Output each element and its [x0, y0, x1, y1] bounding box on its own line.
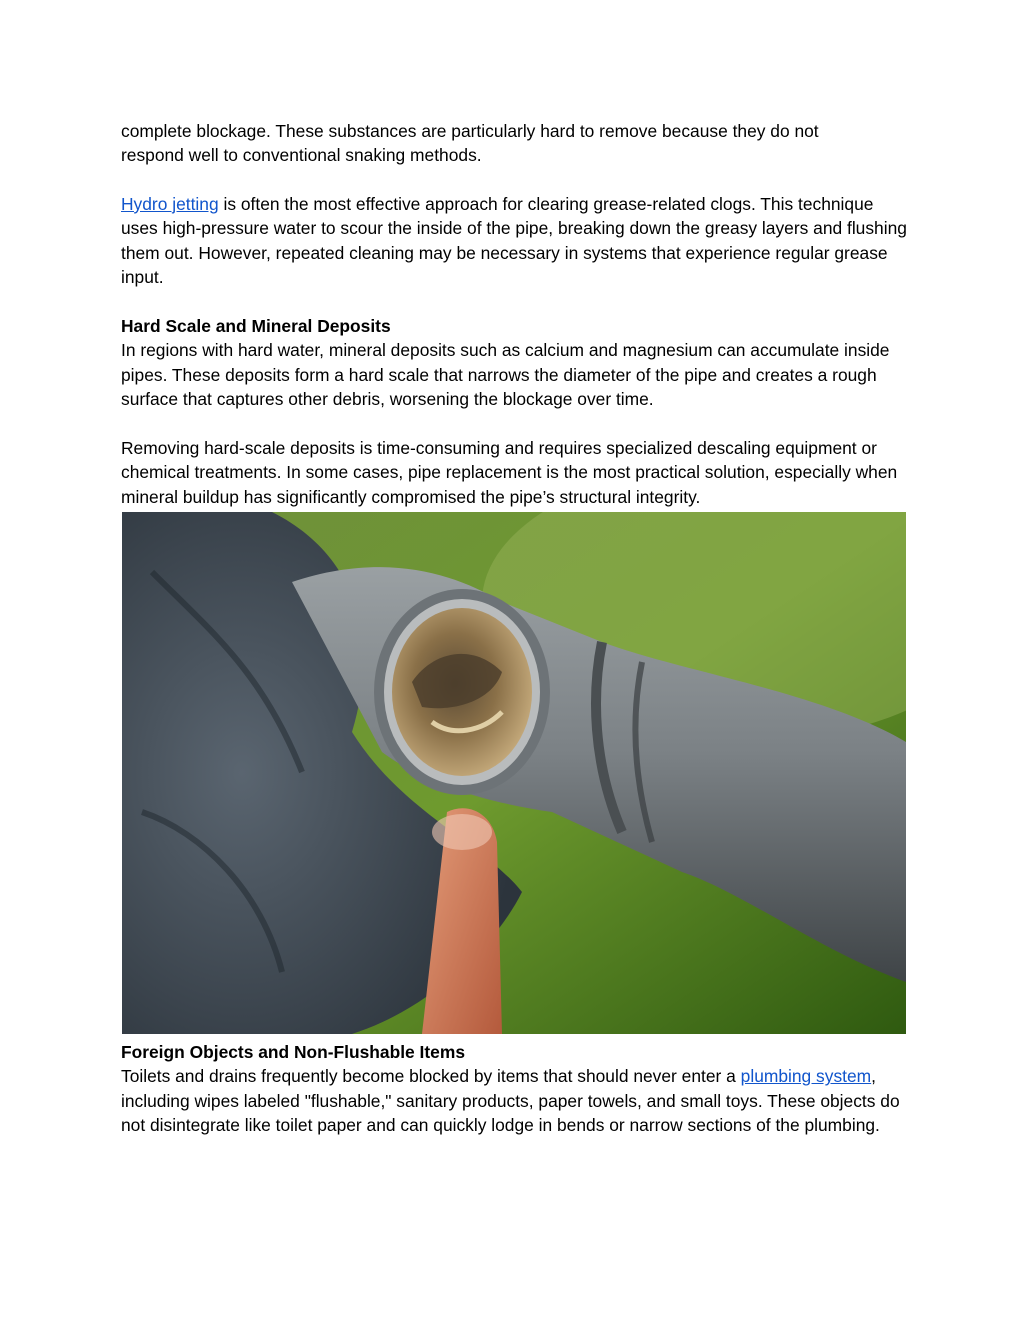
paragraph-grease-end	[121, 119, 911, 168]
paragraph-line: complete blockage. These substances are particularly hard to remove because they do not	[121, 121, 819, 141]
section-foreign-objects	[121, 1040, 911, 1138]
paragraph-text: In regions with hard water, mineral deposits such as calcium and magnesium can accumulate inside pipes. These deposits form a hard scale that narrows the diameter of the pipe and creates a rough surface that captures other debris, worsening the blockage over time.	[121, 340, 890, 410]
paragraph-text: Toilets and drains frequently become blocked by items that should never enter a	[121, 1066, 741, 1087]
section-heading: Foreign Objects and Non-Flushable Items	[121, 1042, 465, 1062]
paragraph-descaling	[121, 436, 911, 509]
paragraph-text: is often the most effective approach for clearing grease-related clogs. This technique uses high-pressure water to scour the inside of the pipe, breaking down the greasy layers and flushing them out. However, repeated cleaning may be necessary in systems that experience regular grease input.	[121, 194, 907, 288]
paragraph-text: Removing hard-scale deposits is time-consuming and requires specialized descaling equipment or chemical treatments. In some cases, pipe replacement is the most practical solution, especially when mineral buildup has significantly compromised the pipe’s structural integrity.	[121, 438, 898, 507]
paragraph-line: respond well to conventional snaking methods.	[121, 145, 482, 166]
paragraph-text: , including wipes labeled "flushable," sanitary products, paper towels, and small toys. These objects do not disintegrate like toilet paper and can quickly lodge in bends or narrow sections of the plumbing.	[121, 1066, 900, 1136]
section-hard-scale	[121, 314, 911, 412]
hydro-jetting-link[interactable]: Hydro jetting	[121, 194, 219, 214]
paragraph-hydro-jetting	[121, 192, 911, 290]
clogged-pipe-photo	[122, 512, 906, 1034]
section-heading: Hard Scale and Mineral Deposits	[121, 316, 391, 336]
plumbing-system-link[interactable]: plumbing system	[740, 1066, 872, 1087]
